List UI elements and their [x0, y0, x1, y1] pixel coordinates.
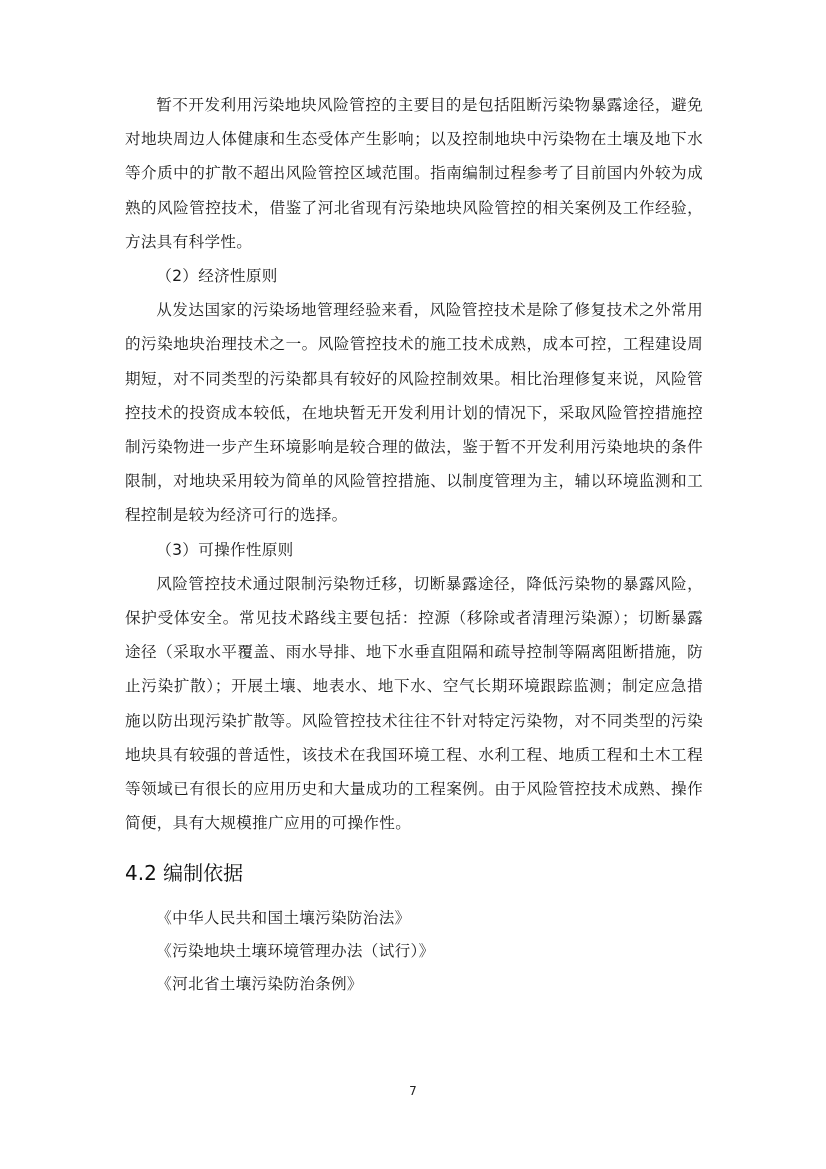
reference-item: 《中华人民共和国土壤污染防治法》	[156, 909, 411, 928]
reference-list	[125, 902, 703, 1001]
subheading-economic-principle: （2）经济性原则	[156, 267, 278, 286]
paragraph-operability-principle: 风险管控技术通过限制污染物迁移，切断暴露途径，降低污染物的暴露风险，保护受体安全。常见技术路线主要包括：控源（移除或者清理污染源）；切断暴露途径（采取水平覆盖、雨水导排、地下水垂直阻隔和疏导控制等隔离阻断措施，防止污染扩散）；开展土壤、地表水、地下水、空气长期环境跟踪监测；制定应急措施以防出现污染扩散等。风险管控技术往往不针对特定污染物，对不同类型的污染地块具有较强的普适性，该技术在我国环境工程、水利工程、地质工程和土木工程等领域已有很长的应用历史和大量成功的工程案例。由于风险管控技术成熟、操作简便，具有大规模推广应用的可操作性。	[125, 574, 703, 833]
reference-item: 《河北省土壤污染防治条例》	[156, 975, 363, 994]
subheading-operability-principle: （3）可操作性原则	[156, 540, 294, 559]
page-number: 7	[409, 1084, 417, 1098]
document-page	[125, 88, 703, 1001]
reference-item: 《污染地块土壤环境管理办法（试行）》	[156, 942, 435, 961]
paragraph-scientific-principle: 暂不开发利用污染地块风险管控的主要目的是包括阻断污染物暴露途径，避免对地块周边人体健康和生态受体产生影响；以及控制地块中污染物在土壤及地下水等介质中的扩散不超出风险管控区域范围。指南编制过程参考了目前国内外较为成熟的风险管控技术，借鉴了河北省现有污染地块风险管控的相关案例及工作经验，方法具有科学性。	[125, 96, 703, 251]
paragraph-economic-principle: 从发达国家的污染场地管理经验来看，风险管控技术是除了修复技术之外常用的污染地块治理技术之一。风险管控技术的施工技术成熟，成本可控，工程建设周期短，对不同类型的污染都具有较好的风险控制效果。相比治理修复来说，风险管控技术的投资成本较低，在地块暂无开发利用计划的情况下，采取风险管控措施控制污染物进一步产生环境影响是较合理的做法，鉴于暂不开发利用污染地块的条件限制，对地块采用较为简单的风险管控措施、以制度管理为主，辅以环境监测和工程控制是较为经济可行的选择。	[125, 301, 703, 525]
section-heading-compilation-basis: 4.2 编制依据	[125, 861, 244, 886]
